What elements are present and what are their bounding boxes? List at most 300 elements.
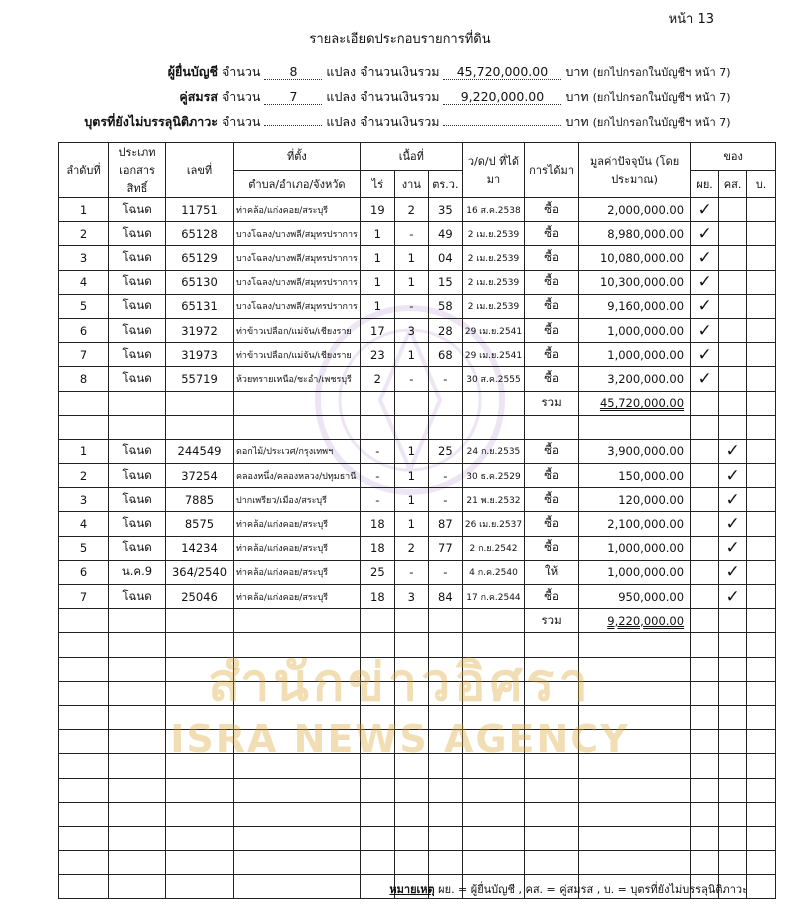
cell-number: 25046 (166, 585, 234, 609)
cell-value: 2,100,000.00 (579, 512, 691, 536)
cell-ngan: 3 (394, 585, 428, 609)
cell-value: 10,300,000.00 (579, 270, 691, 294)
empty-cell (360, 851, 394, 875)
empty-cell (59, 778, 109, 802)
cell-value: 1,000,000.00 (579, 343, 691, 367)
cell-ngan: 2 (394, 536, 428, 560)
cell-owner-child (747, 318, 776, 342)
cell-rai: - (360, 439, 394, 463)
summary-child (40, 112, 731, 132)
header-number: เลขที่ (166, 143, 234, 198)
cell-type: โฉนด (109, 318, 166, 342)
cell-wa: 58 (428, 294, 462, 318)
cell-number: 31972 (166, 318, 234, 342)
cell-number: 65131 (166, 294, 234, 318)
cell-date: 30 ธ.ค.2529 (462, 464, 524, 488)
summary-count: 8 (264, 64, 322, 80)
empty-cell (360, 609, 394, 633)
empty-cell (747, 415, 776, 439)
empty-cell (462, 851, 524, 875)
empty-cell (719, 391, 747, 415)
summary-label: คู่สมรส (179, 89, 218, 104)
summary-label: ผู้ยื่นบัญชี (167, 64, 218, 79)
summary-label: บุตรที่ยังไม่บรรลุนิติภาวะ (84, 114, 218, 129)
empty-cell (428, 391, 462, 415)
page-title: รายละเอียดประกอบรายการที่ดิน (309, 32, 491, 47)
empty-cell (719, 851, 747, 875)
cell-ngan: 3 (394, 318, 428, 342)
table-row (59, 343, 776, 367)
cell-owner-declarant (691, 464, 719, 488)
header-value: มูลค่าปัจจุบัน (โดยประมาณ) (579, 143, 691, 198)
empty-cell (691, 851, 719, 875)
summary-amount: 45,720,000.00 (443, 64, 561, 80)
empty-cell (719, 415, 747, 439)
empty-cell (579, 415, 691, 439)
empty-cell (428, 633, 462, 657)
cell-owner-declarant: ✓ (691, 222, 719, 246)
cell-owner-spouse (719, 367, 747, 391)
empty-cell (166, 633, 234, 657)
cell-owner-declarant (691, 585, 719, 609)
cell-seq: 4 (59, 512, 109, 536)
summary-currency: บาท (565, 89, 589, 104)
cell-owner-child (747, 464, 776, 488)
empty-cell (579, 730, 691, 754)
summary-note: (ยกไปกรอกในบัญชีฯ หน้า 7) (592, 66, 731, 79)
cell-owner-spouse (719, 318, 747, 342)
cell-date: 2 เม.ย.2539 (462, 270, 524, 294)
cell-wa: 04 (428, 246, 462, 270)
cell-date: 26 เม.ย.2537 (462, 512, 524, 536)
empty-cell (747, 778, 776, 802)
cell-type: โฉนด (109, 585, 166, 609)
empty-cell (166, 778, 234, 802)
header-type: ประเภทเอกสารสิทธิ์ (109, 143, 166, 198)
empty-cell (59, 705, 109, 729)
cell-rai: 1 (360, 270, 394, 294)
empty-cell (234, 754, 361, 778)
empty-cell (109, 754, 166, 778)
header-acquisition: การได้มา (525, 143, 579, 198)
cell-ngan: - (394, 294, 428, 318)
empty-cell (234, 609, 361, 633)
cell-owner-child (747, 222, 776, 246)
cell-owner-child (747, 585, 776, 609)
empty-cell (747, 826, 776, 850)
cell-acquisition: ซื้อ (525, 536, 579, 560)
cell-location: บางโฉลง/บางพลี/สมุทรปราการ (234, 270, 361, 294)
cell-owner-spouse (719, 270, 747, 294)
cell-acquisition: ให้ (525, 560, 579, 584)
cell-type: โฉนด (109, 464, 166, 488)
cell-owner-declarant: ✓ (691, 198, 719, 222)
empty-cell (59, 826, 109, 850)
empty-cell (109, 681, 166, 705)
header-ngan: งาน (394, 170, 428, 198)
cell-owner-spouse (719, 222, 747, 246)
cell-ngan: 1 (394, 246, 428, 270)
header-area: เนื้อที่ (360, 143, 462, 171)
empty-cell (579, 633, 691, 657)
empty-cell (234, 851, 361, 875)
empty-cell (234, 657, 361, 681)
header-date: ว/ด/ป ที่ได้มา (462, 143, 524, 198)
cell-date: 4 ก.ค.2540 (462, 560, 524, 584)
cell-rai: - (360, 464, 394, 488)
cell-rai: 2 (360, 367, 394, 391)
empty-cell (719, 681, 747, 705)
cell-owner-child (747, 367, 776, 391)
cell-owner-child (747, 536, 776, 560)
empty-cell (59, 802, 109, 826)
cell-seq: 7 (59, 343, 109, 367)
cell-owner-declarant: ✓ (691, 246, 719, 270)
cell-owner-declarant (691, 512, 719, 536)
cell-acquisition: ซื้อ (525, 512, 579, 536)
summary-count: 7 (264, 89, 322, 105)
cell-owner-declarant: ✓ (691, 367, 719, 391)
header-seq: ลำดับที่ (59, 143, 109, 198)
cell-date: 2 เม.ย.2539 (462, 222, 524, 246)
cell-owner-child (747, 343, 776, 367)
empty-cell (428, 681, 462, 705)
empty-cell (394, 633, 428, 657)
footnote-label: หมายเหตุ (389, 883, 435, 896)
empty-cell (691, 778, 719, 802)
empty-row (59, 415, 776, 439)
cell-acquisition: ซื้อ (525, 585, 579, 609)
empty-cell (234, 802, 361, 826)
cell-value: 10,080,000.00 (579, 246, 691, 270)
cell-date: 30 ส.ค.2555 (462, 367, 524, 391)
cell-seq: 6 (59, 318, 109, 342)
empty-cell (462, 633, 524, 657)
empty-cell (360, 391, 394, 415)
total-value: 45,720,000.00 (579, 391, 691, 415)
cell-seq: 7 (59, 585, 109, 609)
summary-unit: แปลง จำนวนเงินรวม (326, 114, 440, 129)
empty-cell (691, 705, 719, 729)
empty-cell (394, 802, 428, 826)
empty-cell (394, 681, 428, 705)
header-owner-child: บ. (747, 170, 776, 198)
summary-count (264, 125, 322, 126)
empty-cell (109, 826, 166, 850)
cell-ngan: 1 (394, 343, 428, 367)
summary-amount (443, 125, 561, 126)
cell-wa: - (428, 367, 462, 391)
empty-cell (234, 730, 361, 754)
empty-cell (59, 633, 109, 657)
empty-cell (166, 754, 234, 778)
empty-cell (166, 730, 234, 754)
cell-number: 37254 (166, 464, 234, 488)
cell-acquisition: ซื้อ (525, 343, 579, 367)
cell-rai: 18 (360, 512, 394, 536)
empty-cell (234, 391, 361, 415)
cell-acquisition: ซื้อ (525, 439, 579, 463)
empty-cell (525, 415, 579, 439)
empty-cell (394, 391, 428, 415)
empty-cell (394, 609, 428, 633)
empty-cell (462, 730, 524, 754)
cell-rai: 19 (360, 198, 394, 222)
cell-owner-child (747, 488, 776, 512)
cell-value: 1,000,000.00 (579, 318, 691, 342)
empty-cell (360, 754, 394, 778)
cell-type: โฉนด (109, 536, 166, 560)
cell-owner-spouse: ✓ (719, 512, 747, 536)
cell-type: โฉนด (109, 198, 166, 222)
table-row (59, 222, 776, 246)
table-row (59, 585, 776, 609)
cell-location: ท่าคล้อ/แก่งคอย/สระบุรี (234, 560, 361, 584)
empty-cell (394, 754, 428, 778)
empty-cell (525, 778, 579, 802)
cell-seq: 1 (59, 439, 109, 463)
header-location: ที่ตั้ง (234, 143, 361, 171)
empty-cell (360, 681, 394, 705)
empty-cell (360, 415, 394, 439)
cell-number: 31973 (166, 343, 234, 367)
empty-cell (525, 851, 579, 875)
cell-seq: 2 (59, 222, 109, 246)
cell-rai: 17 (360, 318, 394, 342)
empty-cell (394, 705, 428, 729)
cell-wa: 25 (428, 439, 462, 463)
cell-date: 2 เม.ย.2539 (462, 294, 524, 318)
empty-cell (579, 802, 691, 826)
cell-acquisition: ซื้อ (525, 294, 579, 318)
empty-row (59, 705, 776, 729)
cell-seq: 5 (59, 536, 109, 560)
empty-cell (166, 681, 234, 705)
empty-cell (109, 391, 166, 415)
empty-cell (166, 802, 234, 826)
cell-wa: - (428, 560, 462, 584)
cell-ngan: 1 (394, 270, 428, 294)
empty-cell (747, 851, 776, 875)
cell-number: 65128 (166, 222, 234, 246)
cell-value: 1,000,000.00 (579, 560, 691, 584)
empty-cell (109, 705, 166, 729)
summary-count-label: จำนวน (221, 114, 261, 129)
empty-cell (462, 705, 524, 729)
empty-cell (747, 633, 776, 657)
cell-wa: 84 (428, 585, 462, 609)
empty-cell (462, 415, 524, 439)
empty-cell (428, 826, 462, 850)
empty-cell (691, 754, 719, 778)
empty-cell (747, 754, 776, 778)
empty-cell (691, 391, 719, 415)
cell-value: 1,000,000.00 (579, 536, 691, 560)
empty-cell (59, 415, 109, 439)
cell-seq: 5 (59, 294, 109, 318)
cell-acquisition: ซื้อ (525, 464, 579, 488)
empty-cell (428, 851, 462, 875)
empty-cell (462, 681, 524, 705)
cell-wa: 28 (428, 318, 462, 342)
cell-ngan: 2 (394, 198, 428, 222)
empty-cell (691, 802, 719, 826)
cell-type: โฉนด (109, 270, 166, 294)
empty-cell (747, 730, 776, 754)
empty-cell (109, 851, 166, 875)
empty-cell (166, 875, 234, 899)
cell-location: ท่าคล้อ/แก่งคอย/สระบุรี (234, 536, 361, 560)
empty-cell (394, 415, 428, 439)
empty-cell (360, 705, 394, 729)
empty-cell (719, 633, 747, 657)
empty-cell (59, 681, 109, 705)
table-row (59, 464, 776, 488)
empty-cell (719, 657, 747, 681)
cell-date: 29 เม.ย.2541 (462, 318, 524, 342)
empty-row (59, 754, 776, 778)
empty-cell (428, 754, 462, 778)
cell-seq: 3 (59, 488, 109, 512)
empty-cell (394, 778, 428, 802)
cell-number: 65129 (166, 246, 234, 270)
empty-cell (234, 875, 361, 899)
watermark-thai: สำนักข่าวอิศรา (208, 653, 592, 713)
empty-cell (719, 609, 747, 633)
summary-count-label: จำนวน (221, 89, 261, 104)
empty-cell (691, 633, 719, 657)
empty-cell (719, 826, 747, 850)
cell-acquisition: ซื้อ (525, 270, 579, 294)
cell-rai: 1 (360, 222, 394, 246)
table-header (59, 143, 776, 198)
table-row (59, 318, 776, 342)
cell-owner-declarant: ✓ (691, 294, 719, 318)
table-row (59, 198, 776, 222)
empty-cell (719, 730, 747, 754)
empty-cell (462, 609, 524, 633)
cell-number: 14234 (166, 536, 234, 560)
empty-row (59, 681, 776, 705)
cell-ngan: 1 (394, 439, 428, 463)
cell-value: 120,000.00 (579, 488, 691, 512)
summary-spouse (90, 87, 731, 107)
cell-type: โฉนด (109, 343, 166, 367)
table-row (59, 246, 776, 270)
cell-owner-child (747, 294, 776, 318)
footnote (389, 880, 748, 898)
header-owner-declarant: ผย. (691, 170, 719, 198)
empty-cell (462, 657, 524, 681)
summary-unit: แปลง จำนวนเงินรวม (326, 89, 440, 104)
empty-cell (109, 633, 166, 657)
cell-type: โฉนด (109, 512, 166, 536)
empty-cell (109, 778, 166, 802)
cell-seq: 1 (59, 198, 109, 222)
cell-location: คลองหนึ่ง/คลองหลวง/ปทุมธานี (234, 464, 361, 488)
cell-owner-declarant (691, 560, 719, 584)
empty-cell (462, 802, 524, 826)
empty-cell (462, 391, 524, 415)
empty-cell (719, 802, 747, 826)
cell-rai: 23 (360, 343, 394, 367)
empty-row (59, 778, 776, 802)
empty-cell (109, 657, 166, 681)
total-label: รวม (525, 609, 579, 633)
cell-ngan: 1 (394, 464, 428, 488)
total-row (59, 391, 776, 415)
cell-location: ปากเพรียว/เมือง/สระบุรี (234, 488, 361, 512)
cell-owner-spouse: ✓ (719, 560, 747, 584)
cell-type: โฉนด (109, 294, 166, 318)
summary-currency: บาท (565, 114, 589, 129)
cell-wa: - (428, 488, 462, 512)
cell-seq: 4 (59, 270, 109, 294)
empty-cell (109, 609, 166, 633)
cell-wa: 49 (428, 222, 462, 246)
empty-cell (525, 657, 579, 681)
empty-cell (462, 754, 524, 778)
cell-acquisition: ซื้อ (525, 246, 579, 270)
cell-location: ท่าข้าวเปลือก/แม่จัน/เชียงราย (234, 343, 361, 367)
cell-acquisition: ซื้อ (525, 488, 579, 512)
empty-cell (234, 705, 361, 729)
cell-owner-child (747, 270, 776, 294)
cell-owner-spouse: ✓ (719, 536, 747, 560)
empty-cell (166, 391, 234, 415)
empty-cell (59, 657, 109, 681)
empty-cell (719, 705, 747, 729)
header-wa: ตร.ว. (428, 170, 462, 198)
empty-cell (747, 802, 776, 826)
empty-cell (166, 851, 234, 875)
cell-value: 9,160,000.00 (579, 294, 691, 318)
empty-cell (579, 826, 691, 850)
empty-cell (525, 730, 579, 754)
cell-location: ท่าข้าวเปลือก/แม่จัน/เชียงราย (234, 318, 361, 342)
empty-cell (360, 657, 394, 681)
cell-number: 364/2540 (166, 560, 234, 584)
cell-date: 21 พ.ย.2532 (462, 488, 524, 512)
total-value: 9,220,000.00 (579, 609, 691, 633)
cell-owner-child (747, 439, 776, 463)
empty-cell (525, 681, 579, 705)
cell-location: ท่าคล้อ/แก่งคอย/สระบุรี (234, 585, 361, 609)
cell-owner-child (747, 560, 776, 584)
cell-owner-declarant (691, 439, 719, 463)
land-table (58, 142, 776, 899)
cell-type: น.ค.9 (109, 560, 166, 584)
cell-number: 65130 (166, 270, 234, 294)
table-body (59, 198, 776, 899)
cell-seq: 6 (59, 560, 109, 584)
watermark-english: ISRA NEWS AGENCY (170, 717, 630, 761)
cell-rai: 25 (360, 560, 394, 584)
cell-rai: 18 (360, 536, 394, 560)
cell-seq: 2 (59, 464, 109, 488)
cell-value: 8,980,000.00 (579, 222, 691, 246)
empty-cell (59, 754, 109, 778)
cell-owner-declarant (691, 488, 719, 512)
empty-row (59, 851, 776, 875)
cell-acquisition: ซื้อ (525, 222, 579, 246)
empty-cell (428, 730, 462, 754)
empty-cell (234, 826, 361, 850)
empty-cell (59, 851, 109, 875)
empty-cell (428, 705, 462, 729)
empty-row (59, 633, 776, 657)
table-row (59, 512, 776, 536)
